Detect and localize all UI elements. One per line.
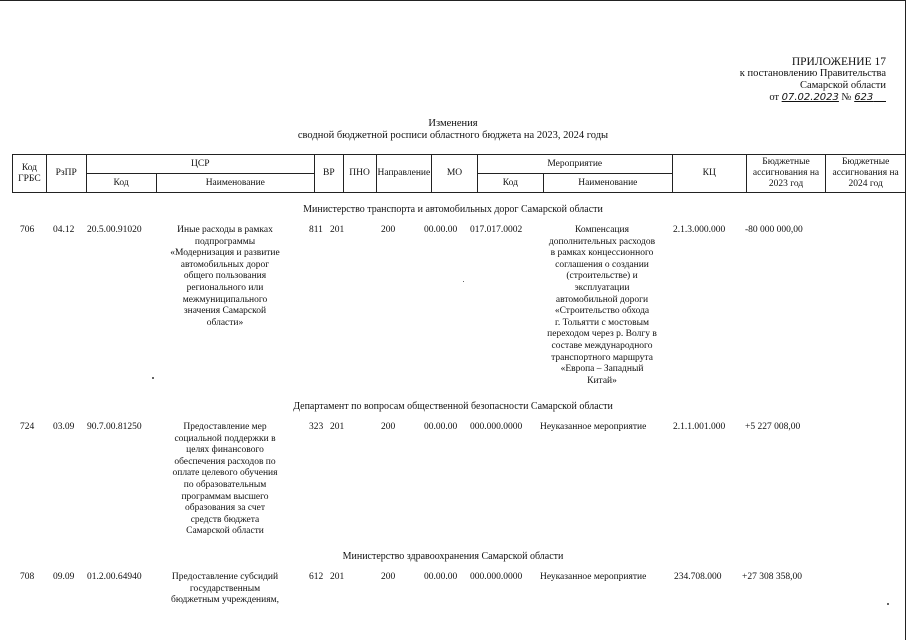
cell-event-kod: 017.017.0002: [470, 225, 523, 235]
header-kod-grbs: Код ГРБС: [13, 155, 47, 193]
appendix-line-1: к постановлению Правительства: [739, 68, 886, 79]
event-name-line: автомобильной дороги: [555, 294, 649, 305]
header-vr: ВР: [314, 155, 343, 193]
csr-name-line: «Модернизация и развитие: [170, 248, 280, 259]
cell-csr-name: [157, 422, 293, 538]
csr-name-line: целях финансового: [186, 445, 264, 456]
appendix-from: от: [769, 92, 780, 103]
cell-csr-kod: 20.5.00.91020: [87, 225, 142, 235]
event-name-line: Компенсация: [575, 225, 629, 235]
cell-csr-name: [157, 225, 293, 329]
csr-name-line: Самарской области: [186, 526, 264, 537]
event-name-line: дополнительных расходов: [548, 236, 656, 247]
appendix-title: ПРИЛОЖЕНИЕ 17: [791, 56, 886, 68]
cell-event-name: [537, 225, 667, 387]
cell-pno: 201: [330, 422, 345, 432]
csr-name-line: Предоставление мер: [183, 422, 267, 432]
csr-name-line: подпрограммы: [194, 236, 256, 247]
cell-pno: 201: [330, 572, 345, 582]
appendix-number-sign: №: [841, 92, 852, 103]
cell-mo: 00.00.00: [424, 422, 458, 432]
header-event-name: Наименование: [543, 174, 672, 193]
cell-event-kod: 000.000.0000: [470, 572, 523, 582]
cell-grbs: 724: [20, 422, 35, 432]
appendix-block: [740, 56, 886, 104]
cell-grbs: 706: [20, 225, 35, 235]
header-csr-name: Наименование: [156, 174, 314, 193]
cell-vr: 323: [309, 422, 324, 432]
csr-name-line: Предоставление субсидий: [171, 572, 279, 582]
appendix-number: 623: [854, 92, 874, 103]
cell-vr: 612: [309, 572, 324, 582]
cell-event-kod: 000.000.0000: [470, 422, 523, 432]
department-heading: Министерство транспорта и автомобильных дорог Самарской области: [303, 204, 603, 215]
cell-event-name: Неуказанное мероприятие: [540, 572, 647, 582]
header-table: [12, 154, 906, 193]
header-csr-kod: Код: [86, 174, 156, 193]
event-name-line: (строительстве) и: [566, 271, 638, 282]
header-budget-2023: Бюджетные ассигнования на 2023 год: [746, 155, 826, 193]
appendix-date: 07.02.2023: [781, 92, 839, 103]
cell-budget-2023: -80 000 000,00: [745, 225, 803, 235]
event-name-line: «Строительство обхода: [554, 306, 650, 317]
cell-direction: 200: [381, 422, 396, 432]
header-direction: Направление: [376, 155, 432, 193]
header-kc: КЦ: [672, 155, 746, 193]
event-name-line: составе международного: [551, 340, 653, 351]
csr-name-line: регионального или: [186, 282, 264, 293]
header-budget-2024: Бюджетные ассигнования на 2024 год: [826, 155, 906, 193]
document-title-line-1: Изменения: [428, 118, 478, 129]
cell-kc: 2.1.3.000.000: [673, 225, 726, 235]
cell-budget-2023: +27 308 358,00: [742, 572, 802, 582]
cell-vr: 811: [309, 225, 323, 235]
cell-rzpr: 04.12: [53, 225, 75, 235]
header-pno: ПНО: [343, 155, 376, 193]
table-row: [12, 225, 894, 386]
csr-name-line: обеспечения расходов по: [174, 456, 276, 467]
page-border-top: [0, 0, 906, 1]
event-name-line: эксплуатации: [574, 282, 630, 293]
cell-kc: 2.1.1.001.000: [673, 422, 726, 432]
cell-pno: 201: [330, 225, 345, 235]
csr-name-line: средств бюджета: [190, 514, 260, 525]
appendix-line-2: Самарской области: [800, 80, 886, 91]
csr-name-line: значения Самарской: [183, 306, 267, 317]
cell-mo: 00.00.00: [424, 572, 458, 582]
csr-name-line: межмуниципального: [182, 294, 268, 305]
header-rzpr: РзПР: [46, 155, 86, 193]
csr-name-line: области»: [206, 317, 244, 328]
csr-name-line: Иные расходы в рамках: [177, 225, 273, 235]
cell-mo: 00.00.00: [424, 225, 458, 235]
document-title: [0, 118, 906, 142]
event-name-line: в рамках концессионного: [550, 248, 654, 259]
cell-grbs: 708: [20, 572, 35, 582]
csr-name-line: по образовательным: [183, 479, 267, 490]
header-event-kod: Код: [477, 174, 543, 193]
event-name-line: г. Тольятти с мостовым: [555, 317, 649, 328]
csr-name-line: программам высшего: [181, 491, 269, 502]
cell-rzpr: 03.09: [53, 422, 75, 432]
scan-speck: [887, 603, 889, 605]
scan-speck: [152, 377, 154, 379]
csr-name-line: государственным: [189, 583, 261, 594]
scan-speck: [463, 281, 464, 282]
department-heading: Министерство здравоохранения Самарской области: [342, 551, 564, 562]
event-name-line: транспортного маршрута: [551, 352, 653, 363]
cell-direction: 200: [381, 225, 396, 235]
csr-name-line: общего пользования: [183, 271, 267, 282]
cell-budget-2023: +5 227 008,00: [745, 422, 801, 432]
cell-event-name: Неуказанное мероприятие: [540, 422, 647, 432]
cell-direction: 200: [381, 572, 396, 582]
event-name-line: переходом через р. Волгу в: [547, 329, 657, 340]
table-row: [12, 422, 894, 537]
header-mo: МО: [432, 155, 478, 193]
cell-csr-kod: 90.7.00.81250: [87, 422, 142, 432]
appendix-date-line: [740, 92, 886, 104]
table-row: [12, 572, 894, 606]
cell-csr-kod: 01.2.00.64940: [87, 572, 142, 582]
event-name-line: соглашения о создании: [555, 259, 649, 270]
event-name-line: Китай»: [587, 375, 617, 386]
csr-name-line: образования за счет: [184, 503, 265, 514]
event-name-line: «Европа – Западный: [560, 364, 644, 375]
csr-name-line: бюджетным учреждениям,: [171, 595, 279, 606]
cell-kc: 234.708.000: [674, 572, 722, 582]
header-event: Мероприятие: [477, 155, 672, 174]
document-title-line-2: сводной бюджетной росписи областного бюджета на 2023, 2024 годы: [297, 130, 609, 141]
csr-name-line: социальной поддержки в: [174, 433, 276, 444]
department-heading: Департамент по вопросам общественной безопасности Самарской области: [293, 401, 613, 412]
csr-name-line: оплате целевого обучения: [172, 468, 278, 479]
cell-csr-name: [157, 572, 293, 607]
header-csr: ЦСР: [86, 155, 314, 174]
cell-rzpr: 09.09: [53, 572, 75, 582]
csr-name-line: автомобильных дорог: [180, 259, 270, 270]
